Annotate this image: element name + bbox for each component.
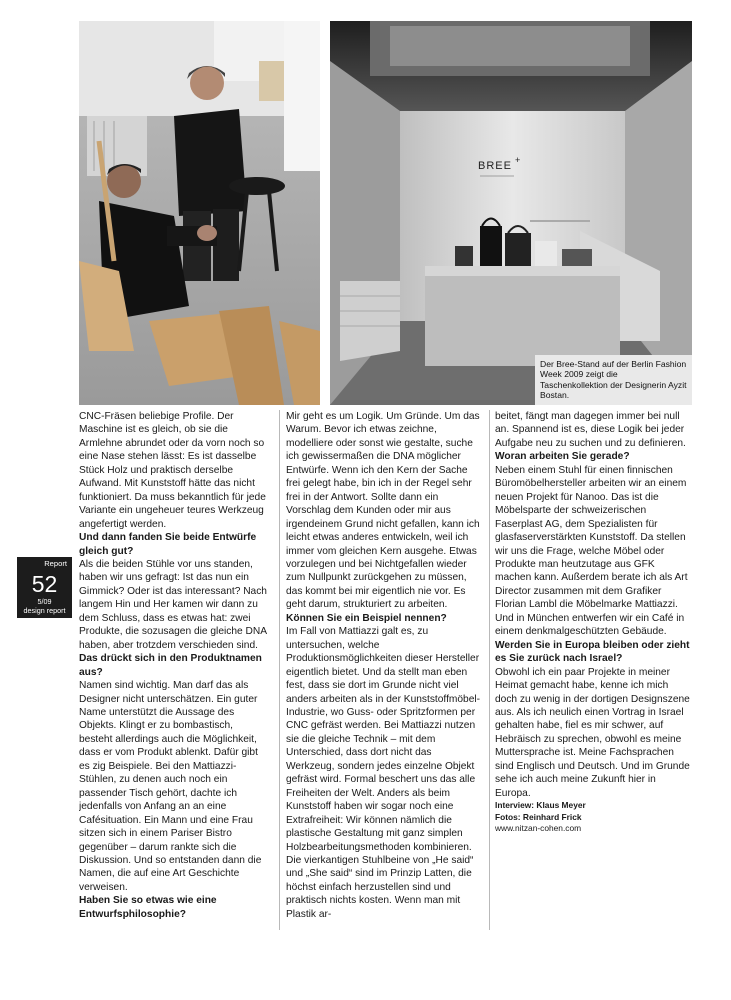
body-paragraph: Obwohl ich ein paar Projekte in meiner Heimat gemacht habe, kenne ich mich doch zu wenig in der dortigen Designszene aus. Als ich neulich einen Vortrag in Israel gehalten habe, fiel es mir schwer, auf Hebräisch zu sprechen, obwohl es meine Muttersprache ist. Meine Fachsprachen sind Englisch und Deutsch. Und im Grunde sehe ich auch meine Zukunft hier in Europa. [495, 666, 690, 799]
website-url: www.nitzan-cohen.com [495, 823, 582, 834]
body-paragraph: Als die beiden Stühle vor uns standen, haben wir uns gefragt: Ist das nun ein Gimmick? Oder ist das interessant? Nach langem Hin und Her kamen wir dann zu dem Schluss, dass es etwas hat: zwei Produkte, die sozusagen die gleiche DNA haben, aber trotzdem verschieden sind. [79, 558, 267, 651]
svg-text:+: + [515, 155, 521, 165]
body-paragraph: CNC-Fräsen beliebige Profile. Der Maschine ist es gleich, ob sie die Armlehne abrundet oder da vorn noch so eine Nase stehen lässt: Es ist dasselbe Stück Holz und praktisch derselbe Aufwand. Mit Kunststoff hätte das nicht funktioniert. Da muss bekanntlich für jede Variante ein ungeheuer teures Werkzeug angefertigt werden. [79, 411, 266, 530]
interview-question: Haben Sie so etwas wie eine Entwurfsphilosophie? [79, 895, 217, 920]
interview-question: Können Sie ein Beispiel nennen? [286, 612, 447, 624]
text-column-2 [286, 410, 482, 995]
body-paragraph: Neben einem Stuhl für einen finnischen Büromöbelhersteller arbeiten wir an einem neuen Projekt für Nanoo. Das ist die Möbelsparte der schweizerischen Faserplast AG, dem Spezialisten für glasfaserverstärkten Kunststoff. Da stellen wir uns die Frage, welche Möbel oder Produkte man heutzutage aus GFK machen kann. Außerdem berate ich als Art Director zusammen mit dem Grafiker Florian Lambl die Möbelmarke Mattiazzi. Und in München entwerfen wir ein Café in einem denkmalgeschützten Gebäude. [495, 464, 688, 638]
interview-question: Das drückt sich in den Produktnamen aus? [79, 653, 262, 678]
page-number: 52 [31, 571, 58, 597]
issue-number: 5/09 [37, 597, 52, 606]
body-paragraph: Mir geht es um Logik. Um Gründe. Um das Warum. Bevor ich etwas zeichne, modelliere oder sonst wie gestalte, suche ich gewissermaßen die DNA möglicher Entwürfe. Wenn ich den Kern der Sache frei gelegt habe, bin ich in der Regel sehr frei in der Antwort. Sollte dann ein Vorschlag dem Kunden oder mir aus irgendeinem Grund nicht gefallen, kann ich leicht etwas anderes entwickeln, weil ich immer vom gleichen Kern ausgehe. Etwas vorzulegen und bei Nichtgefallen wieder zum Nullpunkt zurückgehen zu müssen, das kommt bei mir eigentlich nie vor. Es geht darum, strukturiert zu arbeiten. [286, 411, 480, 611]
interview-credit: Interview: Klaus Meyer [495, 800, 586, 811]
photo-credit: Fotos: Reinhard Frick [495, 811, 582, 822]
text-column-3 [495, 410, 693, 995]
workshop-photo [79, 21, 320, 405]
photo-caption [535, 355, 692, 405]
page-tab [17, 557, 72, 618]
caption-text: Der Bree-Stand auf der Berlin Fashion Week 2009 zeigt die Taschenkollektion der Designerin Ayzit Bostan. [540, 359, 687, 401]
body-paragraph: Im Fall von Mattiazzi galt es, zu untersuchen, welche Produktionsmöglichkeiten dieser Hersteller eigentlich bietet. Und da stellt man eben fest, dass sie dort im Grunde nicht viel anders arbeiten als in der Kunststoffmöbel-Industrie, wo Guss- oder Spritzformen per CNC gefräst werden. Bei Mattiazzi nutzen sie die gleiche Technik – mit dem Unterschied, dass dort nicht das Werkzeug, sondern jedes einzelne Objekt gefräst wird. Formal beschert uns das alle Freiheiten der Welt. Anders als beim Kunststoff haben wir sogar noch eine Extrafreiheit: Wir können nämlich die plastische Gestaltung mit ganz simplen Holzbearbeitungsmethoden kombinieren. Die vierkantigen Stuhlbeine von „He said“ und „She said“ sind im Prinzip Latten, die höchst einfach herzustellen sind und praktisch nichts kosten. Wenn man mit Plastik ar- [286, 626, 481, 920]
booth-logo: BREE [478, 160, 512, 172]
workshop-photo-icon [79, 21, 320, 405]
interview-question: Werden Sie in Europa bleiben oder zieht es Sie zurück nach Israel? [495, 639, 690, 665]
section-label: Report [44, 559, 67, 568]
body-paragraph: Namen sind wichtig. Man darf das als Designer nicht unterschätzen. Ein guter Name unterstützt die Aussage des Objekts. Klingt er zu bombastisch, besteht allerdings auch die Möglichkeit, dass er vom Produkt ablenkt. Dafür gibt es zig Beispiele. Bei den Mattiazzi-Stühlen, zu denen auch noch ein passender Tisch gehört, dachte ich jedenfalls von Anfang an an eine Cafésituation. Ein Mann und eine Frau sitzen sich in einem Pariser Bistro gegenüber – darum rankte sich die Diskussion. Und so entstanden dann die Namen, die auf eine Art Geschichte verweisen. [79, 680, 262, 893]
text-column-1 [79, 410, 269, 995]
column-divider [279, 410, 280, 930]
exhibition-stand-photo [330, 21, 692, 405]
magazine-name: design report [23, 606, 66, 615]
column-divider [489, 410, 490, 930]
interview-question: Woran arbeiten Sie gerade? [495, 451, 630, 463]
exhibition-stand-photo-icon [330, 21, 692, 405]
interview-question: Und dann fanden Sie beide Entwürfe gleich gut? [79, 532, 257, 557]
body-paragraph: beitet, fängt man dagegen immer bei null an. Spannend ist es, diese Logik bei jeder Aufgabe neu zu suchen und zu definieren. [495, 411, 686, 449]
